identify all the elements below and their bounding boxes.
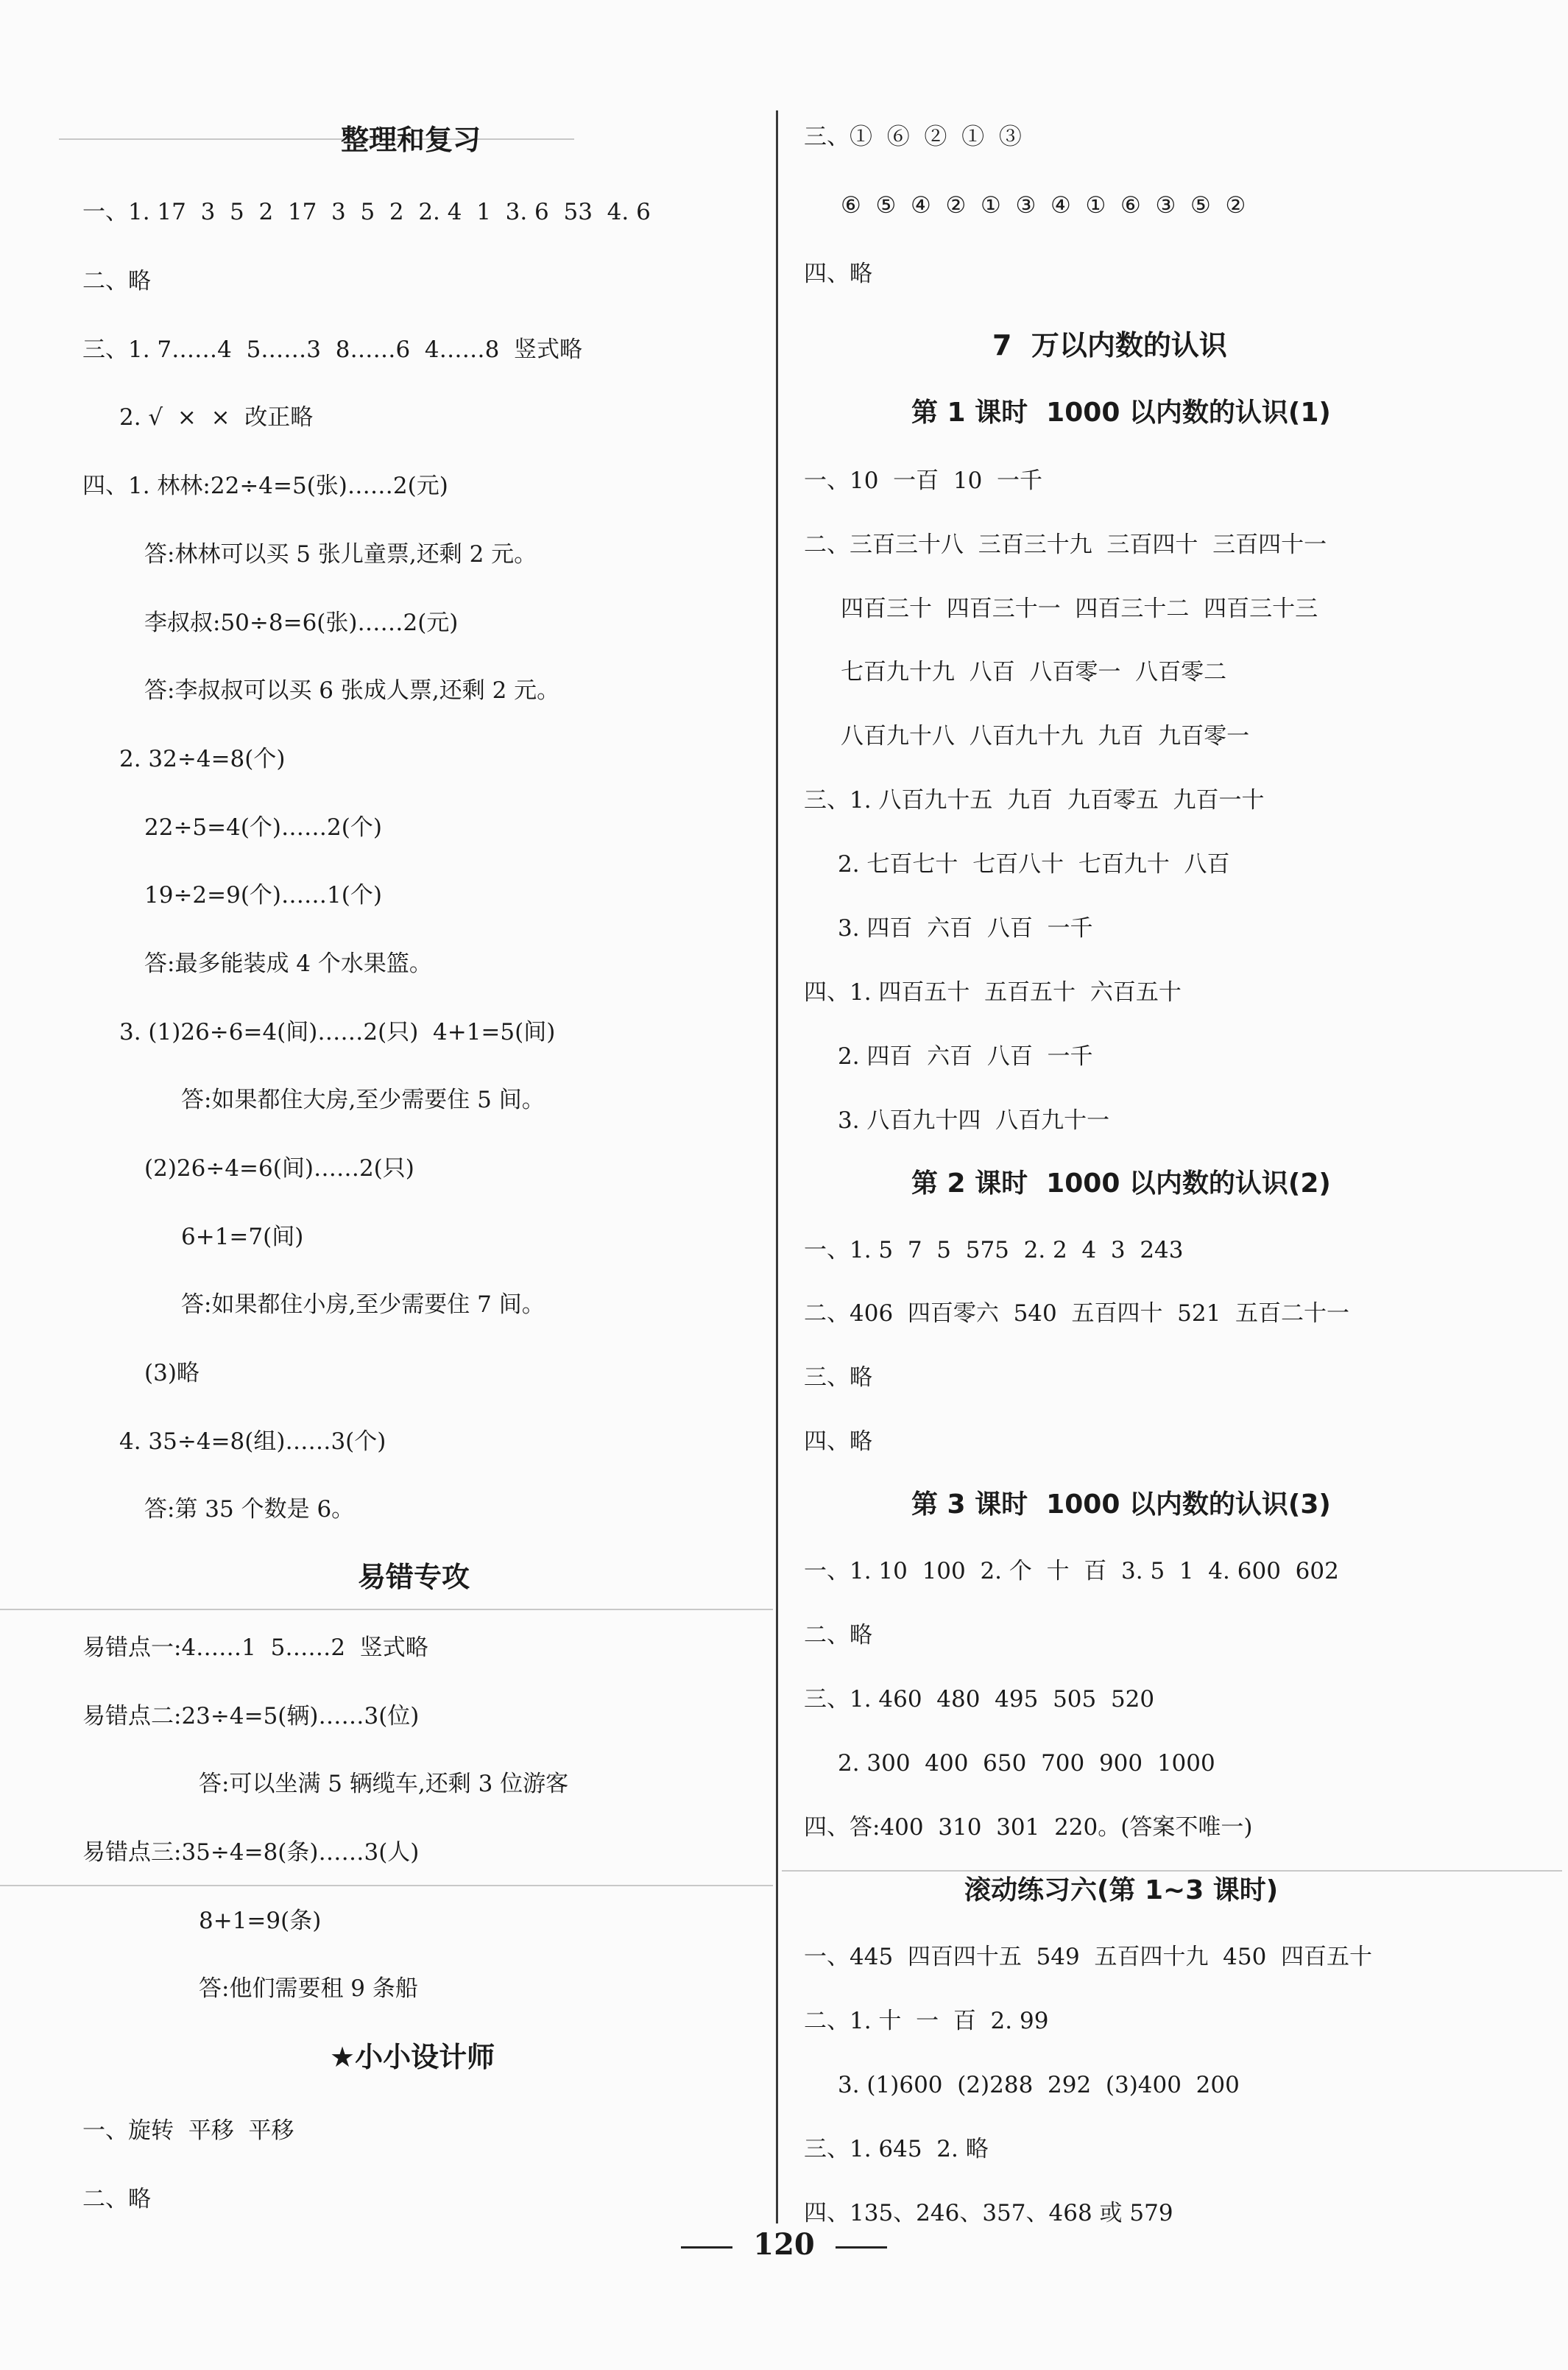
answer-line: 四、答:400 310 301 220。(答案不唯一)	[804, 1814, 1253, 1841]
answer-line: 三、1. 八百九十五 九百 九百零五 九百一十	[804, 787, 1265, 814]
answer-line: 22÷5=4(个)……2(个)	[144, 814, 382, 841]
answer-line: 二、略	[82, 2186, 151, 2212]
answer-line: 答:林林可以买 5 张儿童票,还剩 2 元。	[144, 541, 537, 568]
lesson-title: 第 2 课时 1000 以内数的认识(2)	[911, 1168, 1331, 1199]
answer-line: 答:如果都住小房,至少需要住 7 间。	[181, 1291, 545, 1318]
lesson-title: 第 1 课时 1000 以内数的认识(1)	[911, 398, 1331, 428]
answer-line: 答:第 35 个数是 6。	[144, 1496, 355, 1523]
chapter-title: 7 万以内数的认识	[992, 329, 1227, 362]
answer-line: 19÷2=9(个)……1(个)	[144, 882, 382, 909]
answer-line: 3. (1)26÷6=4(间)……2(只) 4+1=5(间)	[119, 1019, 556, 1045]
answer-line: 一、1. 17 3 5 2 17 3 5 2 2. 4 1 3. 6 53 4. 6	[82, 199, 651, 225]
answer-line: 3. 八百九十四 八百九十一	[838, 1107, 1110, 1134]
answer-line: 3. 四百 六百 八百 一千	[838, 915, 1093, 942]
answer-line: 2. 七百七十 七百八十 七百九十 八百	[838, 851, 1230, 878]
answer-line: 三、略	[804, 1364, 872, 1391]
answer-line: 答:可以坐满 5 辆缆车,还剩 3 位游客	[199, 1771, 569, 1797]
section-title: ★小小设计师	[330, 2041, 495, 2073]
answer-line: 二、略	[82, 268, 151, 295]
answer-line: 8+1=9(条)	[199, 1908, 322, 1934]
answer-line: 三、1. 645 2. 略	[804, 2136, 989, 2162]
section-title: 易错专攻	[358, 1561, 470, 1593]
answer-line: 6+1=7(间)	[181, 1224, 304, 1250]
answer-line: 一、10 一百 10 一千	[804, 468, 1043, 494]
answer-line: 二、略	[804, 1622, 872, 1648]
answer-line: 答:他们需要租 9 条船	[199, 1975, 418, 2002]
answer-line: 一、1. 5 7 5 575 2. 2 4 3 243	[804, 1237, 1184, 1263]
answer-line: 易错点三:35÷4=8(条)……3(人)	[82, 1839, 420, 1866]
answer-line: (3)略	[144, 1360, 199, 1386]
answer-line: 2. 32÷4=8(个)	[119, 746, 286, 772]
answer-line: 八百九十八 八百九十九 九百 九百零一	[841, 723, 1250, 750]
answer-line: 易错点一:4……1 5……2 竖式略	[82, 1634, 428, 1661]
answer-line: 答:李叔叔可以买 6 张成人票,还剩 2 元。	[144, 677, 560, 704]
answer-line: 一、445 四百四十五 549 五百四十九 450 四百五十	[804, 1944, 1373, 1970]
section-title: 整理和复习	[341, 124, 481, 156]
page-footer	[0, 2227, 1568, 2262]
right-column	[782, 0, 1568, 2370]
answer-line: 2. 四百 六百 八百 一千	[838, 1043, 1093, 1070]
answer-line: 四、1. 林林:22÷4=5(张)……2(元)	[82, 473, 448, 499]
answer-line: 4. 35÷4=8(组)……3(个)	[119, 1428, 386, 1455]
answer-line: 四、略	[804, 261, 872, 287]
answer-line: 2. √ × × 改正略	[119, 404, 314, 431]
answer-line: 三、1. 7……4 5……3 8……6 4……8 竖式略	[82, 336, 583, 363]
page-number: 120	[753, 2227, 815, 2262]
answer-line: 答:最多能装成 4 个水果篮。	[144, 951, 432, 977]
answer-line: 二、406 四百零六 540 五百四十 521 五百二十一	[804, 1300, 1350, 1327]
footer-dash-left	[681, 2246, 732, 2249]
answer-line: 3. (1)600 (2)288 292 (3)400 200	[838, 2072, 1240, 2098]
answer-line: 三、① ⑥ ② ① ③	[804, 124, 1022, 150]
answer-line: 二、三百三十八 三百三十九 三百四十 三百四十一	[804, 532, 1327, 558]
left-column	[0, 0, 773, 2370]
answer-line: 四百三十 四百三十一 四百三十二 四百三十三	[841, 596, 1318, 622]
answer-line: 一、旋转 平移 平移	[82, 2117, 294, 2144]
answer-line: ⑥ ⑤ ④ ② ① ③ ④ ① ⑥ ③ ⑤ ②	[841, 192, 1246, 219]
answer-line: 易错点二:23÷4=5(辆)……3(位)	[82, 1703, 420, 1729]
answer-line: 七百九十九 八百 八百零一 八百零二	[841, 659, 1227, 685]
lesson-title: 滚动练习六(第 1~3 课时)	[964, 1875, 1279, 1905]
lesson-title: 第 3 课时 1000 以内数的认识(3)	[911, 1489, 1331, 1520]
answer-line: 二、1. 十 一 百 2. 99	[804, 2008, 1049, 2034]
answer-line: (2)26÷4=6(间)……2(只)	[144, 1155, 414, 1182]
answer-line: 答:如果都住大房,至少需要住 5 间。	[181, 1087, 545, 1113]
answer-line: 四、135、246、357、468 或 579	[804, 2200, 1173, 2226]
answer-line: 2. 300 400 650 700 900 1000	[838, 1750, 1215, 1777]
answer-line: 四、略	[804, 1428, 872, 1455]
answer-line: 三、1. 460 480 495 505 520	[804, 1686, 1155, 1713]
answer-line: 四、1. 四百五十 五百五十 六百五十	[804, 979, 1182, 1006]
footer-dash-right	[836, 2246, 887, 2249]
answer-line: 李叔叔:50÷8=6(张)……2(元)	[144, 610, 459, 636]
column-divider	[776, 110, 778, 2223]
answer-line: 一、1. 10 100 2. 个 十 百 3. 5 1 4. 600 602	[804, 1558, 1339, 1584]
